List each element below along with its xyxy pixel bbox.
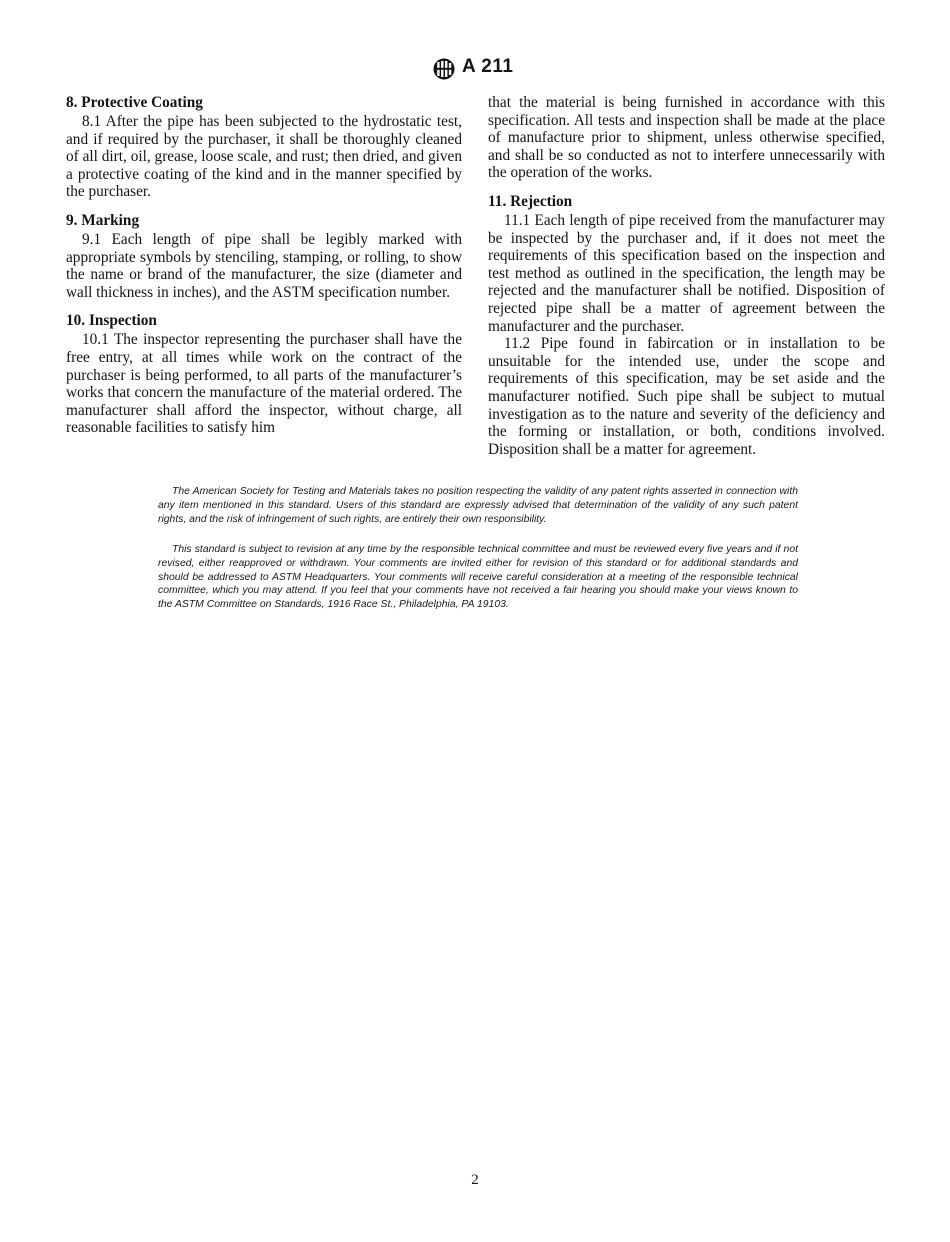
standard-designation: A 211 <box>462 56 514 77</box>
section-heading: 11. Rejection <box>488 192 573 210</box>
left-column <box>66 94 462 448</box>
paragraph-11-1: 11.1 Each length of pipe received from the manufacturer may be inspected by the purchaser and, if it does not meet the requirements of this specification based on the inspection and test method as outlined in the specification, the length may be rejected and the manufacturer shall be notified. Disposition of rejected pipe shall be a matter of agreement between the manufacturer and the purchaser. <box>488 211 885 335</box>
section-inspection <box>66 312 462 437</box>
paragraph-9-1: 9.1 Each length of pipe shall be legibly marked with appropriate symbols by stenciling, stamping, or rolling, to show the name or brand of the manufacturer, the size (diameter and wall thickness in inches), and the ASTM specification number. <box>66 230 462 301</box>
paragraph-10-1-continued: that the material is being furnished in accordance with this specification. All tests and inspection shall be made at the place of manufacture prior to shipment, unless otherwise specified, and shall be so conducted as not to interfere unnecessarily with the operation of the works. <box>488 94 885 182</box>
page-number: 2 <box>471 1172 479 1188</box>
section-heading: 9. Marking <box>66 211 140 229</box>
paragraph-11-2: 11.2 Pipe found in fabircation or in installation to be unsuitable for the intended use, under the scope and requirements of this specification, may be set aside and the manufacturer notified. Such pipe shall be subject to mutual investigation as to the nature and severity of the deficiency and the forming or installation, or both, conditions involved. Disposition shall be a matter for agreement. <box>488 335 885 458</box>
paragraph-10-1: 10.1 The inspector representing the purchaser shall have the free entry, at all times while work on the contract of the purchaser is being performed, to all parts of the manufacturer’s works that concern the manufacture of the material ordered. The manufacturer shall afford the inspector, without charge, all reasonable facilities to satisfy him <box>66 331 462 437</box>
section-rejection <box>488 193 885 458</box>
section-protective-coating <box>66 94 462 201</box>
revision-notice-text: This standard is subject to revision at any time by the responsible technical committee and must be reviewed every five years and if not revised, either reapproved or withdrawn. Your comments are invited either for revision of this standard or for additional standards and should be addressed to ASTM Headquarters. Your comments will receive careful consideration at a meeting of the responsible technical committee, which you may attend. If you feel that your comments have not received a fair hearing you should make your views known to the ASTM Committee on Standards, 1916 Race St., Philadelphia, PA 19103. <box>158 544 798 611</box>
revision-notice <box>158 543 798 612</box>
right-column <box>488 94 885 469</box>
section-inspection-continued <box>488 94 885 182</box>
paragraph-8-1: 8.1 After the pipe has been subjected to the hydrostatic test, and if required by the purchaser, it shall be thoroughly cleaned of all dirt, oil, grease, loose scale, and rust; then dried, and given a protective coating of the kind and in the manner specified by the purchaser. <box>66 113 462 201</box>
section-heading: 8. Protective Coating <box>66 94 203 111</box>
patent-notice-text: The American Society for Testing and Materials takes no position respecting the validity of any patent rights asserted in connection with any item mentioned in this standard. Users of this standard are expressly advised that determination of the validity of any such patent rights, and the risk of infringement of such rights, are entirely their own responsibility. <box>158 486 798 525</box>
section-heading: 10. Inspection <box>66 312 157 330</box>
section-marking <box>66 212 462 301</box>
patent-notice <box>158 485 798 526</box>
astm-logo-icon <box>433 58 455 80</box>
